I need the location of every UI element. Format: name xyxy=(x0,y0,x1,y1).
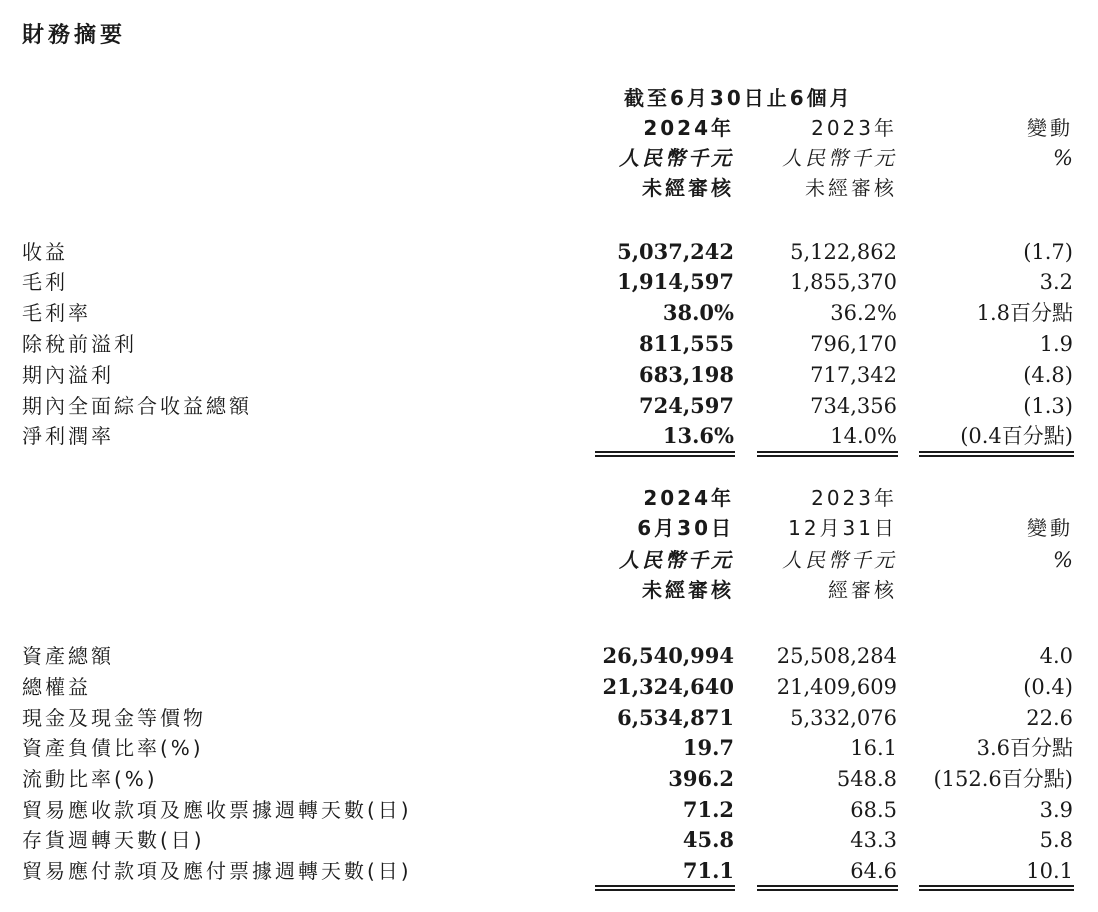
row-change: 3.9 xyxy=(1039,798,1073,822)
row-label: 存貨週轉天數(日) xyxy=(22,828,205,852)
total-underline xyxy=(757,885,898,891)
row-label: 資產負債比率(%) xyxy=(22,736,204,760)
row-value-2024: 13.6% xyxy=(662,423,734,448)
t2-col1-date: 6月30日 xyxy=(637,516,734,540)
row-value-2024: 45.8 xyxy=(682,827,734,852)
row-label: 貿易應付款項及應付票據週轉天數(日) xyxy=(22,859,412,883)
row-label: 收益 xyxy=(22,240,68,264)
row-value-2023: 25,508,284 xyxy=(776,644,897,668)
t2-col2-year: 2023年 xyxy=(811,486,897,510)
row-value-2023: 14.0% xyxy=(830,424,897,448)
row-label: 總權益 xyxy=(22,675,91,699)
row-change: 1.8百分點 xyxy=(976,301,1073,325)
row-label: 現金及現金等價物 xyxy=(22,706,206,730)
row-value-2023: 21,409,609 xyxy=(776,675,897,699)
row-value-2024: 21,324,640 xyxy=(602,674,734,699)
row-value-2023: 717,342 xyxy=(810,363,897,387)
row-label: 期內溢利 xyxy=(22,363,114,387)
row-label: 淨利潤率 xyxy=(22,424,114,448)
t1-col3-percent: % xyxy=(1053,146,1073,170)
row-change: 1.9 xyxy=(1039,332,1073,356)
row-value-2023: 64.6 xyxy=(850,859,897,883)
row-value-2023: 1,855,370 xyxy=(790,270,897,294)
row-value-2024: 1,914,597 xyxy=(617,269,734,294)
row-label: 期內全面綜合收益總額 xyxy=(22,394,252,418)
t2-col3-change: 變動 xyxy=(1027,516,1073,540)
row-value-2023: 16.1 xyxy=(850,736,897,760)
total-underline xyxy=(757,451,898,457)
row-label: 毛利率 xyxy=(22,301,91,325)
row-value-2023: 5,122,862 xyxy=(790,240,897,264)
row-value-2024: 683,198 xyxy=(639,362,734,387)
total-underline xyxy=(595,451,735,457)
row-value-2023: 68.5 xyxy=(850,798,897,822)
row-label: 貿易應收款項及應收票據週轉天數(日) xyxy=(22,798,412,822)
row-value-2024: 26,540,994 xyxy=(602,643,734,668)
t1-col2-year: 2023年 xyxy=(811,116,897,140)
row-value-2024: 19.7 xyxy=(682,735,734,760)
row-value-2023: 43.3 xyxy=(850,828,897,852)
row-value-2024: 6,534,871 xyxy=(617,705,734,730)
row-value-2024: 71.1 xyxy=(682,858,734,883)
row-change: (0.4百分點) xyxy=(960,424,1073,448)
row-value-2023: 36.2% xyxy=(830,301,897,325)
row-value-2024: 5,037,242 xyxy=(617,239,734,264)
t2-col2-currency: 人民幣千元 xyxy=(782,548,897,572)
row-change: (1.3) xyxy=(1023,394,1073,418)
row-value-2023: 548.8 xyxy=(836,767,897,791)
row-change: 5.8 xyxy=(1039,828,1073,852)
row-label: 資產總額 xyxy=(22,644,114,668)
t1-col2-currency: 人民幣千元 xyxy=(782,146,897,170)
row-value-2024: 396.2 xyxy=(668,766,734,791)
row-value-2023: 796,170 xyxy=(810,332,897,356)
row-value-2024: 71.2 xyxy=(682,797,734,822)
t1-col1-currency: 人民幣千元 xyxy=(619,146,734,170)
row-value-2023: 5,332,076 xyxy=(790,706,897,730)
t1-col2-audit: 未經審核 xyxy=(805,176,897,200)
row-value-2024: 724,597 xyxy=(639,393,734,418)
row-change: 3.2 xyxy=(1039,270,1073,294)
row-value-2024: 38.0% xyxy=(662,300,734,325)
row-change: (1.7) xyxy=(1023,240,1073,264)
t1-col1-year: 2024年 xyxy=(643,116,734,140)
t1-col3-change: 變動 xyxy=(1027,116,1073,140)
row-change: (4.8) xyxy=(1023,363,1073,387)
t2-col1-audit: 未經審核 xyxy=(642,578,734,602)
t2-col2-audit: 經審核 xyxy=(828,578,897,602)
row-change: 22.6 xyxy=(1026,706,1073,730)
total-underline xyxy=(595,885,735,891)
t2-col3-percent: % xyxy=(1053,548,1073,572)
row-change: 3.6百分點 xyxy=(976,736,1073,760)
total-underline xyxy=(919,451,1074,457)
t2-col1-currency: 人民幣千元 xyxy=(619,548,734,572)
row-label: 除稅前溢利 xyxy=(22,332,137,356)
page-title: 財務摘要 xyxy=(22,23,127,48)
row-label: 毛利 xyxy=(22,270,68,294)
row-change: (0.4) xyxy=(1023,675,1073,699)
total-underline xyxy=(919,885,1074,891)
row-value-2024: 811,555 xyxy=(639,331,734,356)
t1-col1-audit: 未經審核 xyxy=(642,176,734,200)
t2-col1-year: 2024年 xyxy=(643,486,734,510)
row-change: (152.6百分點) xyxy=(933,767,1073,791)
row-value-2023: 734,356 xyxy=(810,394,897,418)
t2-col2-date: 12月31日 xyxy=(788,516,897,540)
row-change: 10.1 xyxy=(1026,859,1073,883)
row-change: 4.0 xyxy=(1039,644,1073,668)
row-label: 流動比率(%) xyxy=(22,767,158,791)
period-header: 截至6月30日止6個月 xyxy=(624,86,853,110)
